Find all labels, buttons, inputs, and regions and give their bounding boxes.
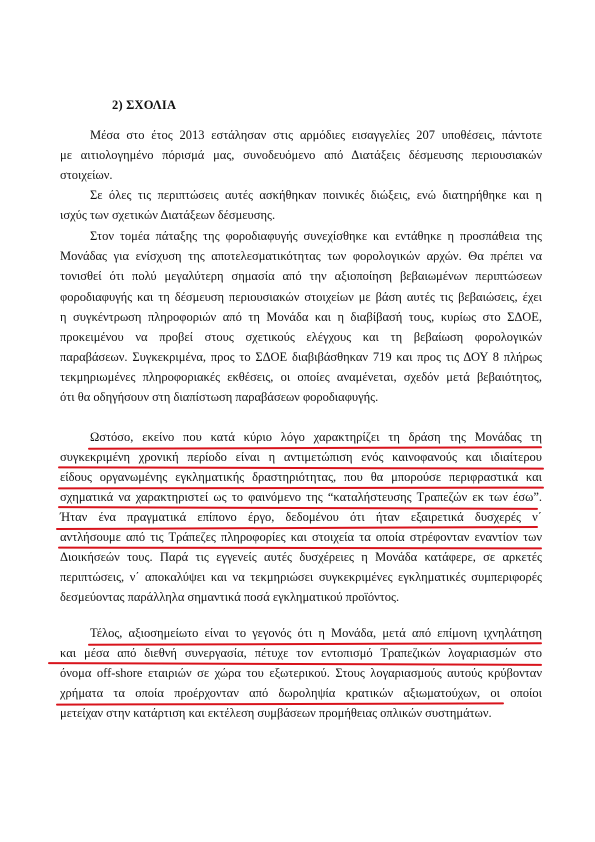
paragraph-line: Στον τομέα πάταξης της φοροδιαφυγής συνεχίσθηκε και εντάθηκε η προσπάθεια της (90, 229, 542, 243)
highlighted-line: είδους οργανωμένης εγκληματικής δραστηριότητας, που θα μπορούσε περιφραστικά και (60, 470, 542, 484)
paragraph-line: τεκμηριωμένες πληροφοριακές εκθέσεις, οι οποίες αναμένεται, σχεδόν μετά βεβαιότητος, (60, 370, 542, 384)
highlighted-line: χρήματα τα οποία προέρχονταν από δωροληψία κρατικών αξιωματούχων, οι οποίοι (60, 686, 542, 700)
paragraph-line: η συγκέντρωση πληροφοριών από τη Μονάδα και η διαβίβασή τους, κυρίως στο ΣΔΟΕ, (60, 310, 542, 324)
paragraph-line: ότι θα οδηγήσουν στη διαπίστωση παραβάσεων φοροδιαφυγής. (60, 390, 379, 404)
paragraph-line: ισχύς των σχετικών Διατάξεων δέσμευσης. (60, 208, 276, 222)
section-heading: 2) ΣΧΟΛΙΑ (112, 98, 177, 112)
paragraph-line: περιπτώσεις, ν΄ αποκαλύψει και να τεκμηριώσει συγκεκριμένες εγκληματικές συμπεριφορές (60, 570, 542, 584)
paragraph-line: με αιτιολογημένο πόρισμά μας, συνοδευόμενο από Διατάξεις δέσμευσης περιουσιακών (60, 148, 542, 162)
highlighted-line: Ήταν ένα πραγματικά επίπονο έργο, δεδομένου ότι ήταν εξαιρετικά δυσχερές ν΄ (60, 510, 542, 524)
highlighted-line: αντλήσουμε από τις Τράπεζες πληροφορίες και στοιχεία τα οποία στρέφονταν εναντίον των (60, 530, 542, 544)
highlighted-line: και μέσα από διεθνή συνεργασία, πέτυχε τον εντοπισμό Τραπεζικών λογαριασμών στο (60, 646, 542, 660)
paragraph-line: όνομα off-shore εταιριών σε χώρα του εξωτερικού. Στους λογαριασμούς αυτούς κρύβονταν (60, 666, 542, 680)
highlighted-line: Ωστόσο, εκείνο που κατά κύριο λόγο χαρακτηρίζει τη δράση της Μονάδας τη (90, 430, 542, 444)
paragraph-line: Διοικήσεών τους. Παρά τις εγγενείς αυτές δυσχέρειες η Μονάδα κατάφερε, σε αρκετές (60, 550, 542, 564)
paragraph-line: Μονάδας για ενίσχυση της αποτελεσματικότητας των φορολογικών αρχών. Θα πρέπει να (60, 249, 542, 263)
highlighted-line: σχηματικά να χαρακτηριστεί ως το φαινόμενο της “καταλήστευσης Τραπεζών εκ των έσω”. (60, 490, 542, 504)
paragraph-line: Σε όλες τις περιπτώσεις αυτές ασκήθηκαν ποινικές διώξεις, ενώ διατηρήθηκε και η (90, 188, 542, 202)
paragraph-line: προκειμένου να προβεί στους σχετικούς ελέγχους και τη βεβαίωση φορολογικών (60, 330, 542, 344)
paragraph-line: δεσμεύοντας παράλληλα σημαντικά ποσά εγκληματικού προϊόντος. (60, 590, 400, 604)
highlighted-line: Τέλος, αξιοσημείωτο είναι το γεγονός ότι η Μονάδα, μετά από επίμονη ιχνηλάτηση (90, 626, 542, 640)
paragraph-line: φοροδιαφυγής και τη δέσμευση περιουσιακών στοιχείων με βάση αυτές τις βεβαιώσεις, έχει (60, 290, 542, 304)
paragraph-line: στοιχείων. (60, 168, 113, 182)
highlighted-line: συγκεκριμένη χρονική περίοδο είναι η αντιμετώπιση ενός καινοφανούς και ιδιαίτερου (60, 450, 542, 464)
paragraph-line: τονισθεί ότι πολύ μεγαλύτερη σημασία από την αξιοποίηση βεβαιωμένων περιπτώσεων (60, 269, 542, 283)
paragraph-line: μετείχαν στην κατάρτιση και εκτέλεση συμβάσεων προμήθειας οπλικών συστημάτων. (60, 706, 492, 720)
paragraph-line: παραβάσεων. Συγκεκριμένα, προς το ΣΔΟΕ διαβιβάσθηκαν 719 και προς τις ΔΟΥ 8 πλήρως (60, 350, 542, 364)
paragraph-line: Μέσα στο έτος 2013 εστάλησαν στις αρμόδιες εισαγγελίες 207 υποθέσεις, πάντοτε (90, 128, 542, 142)
